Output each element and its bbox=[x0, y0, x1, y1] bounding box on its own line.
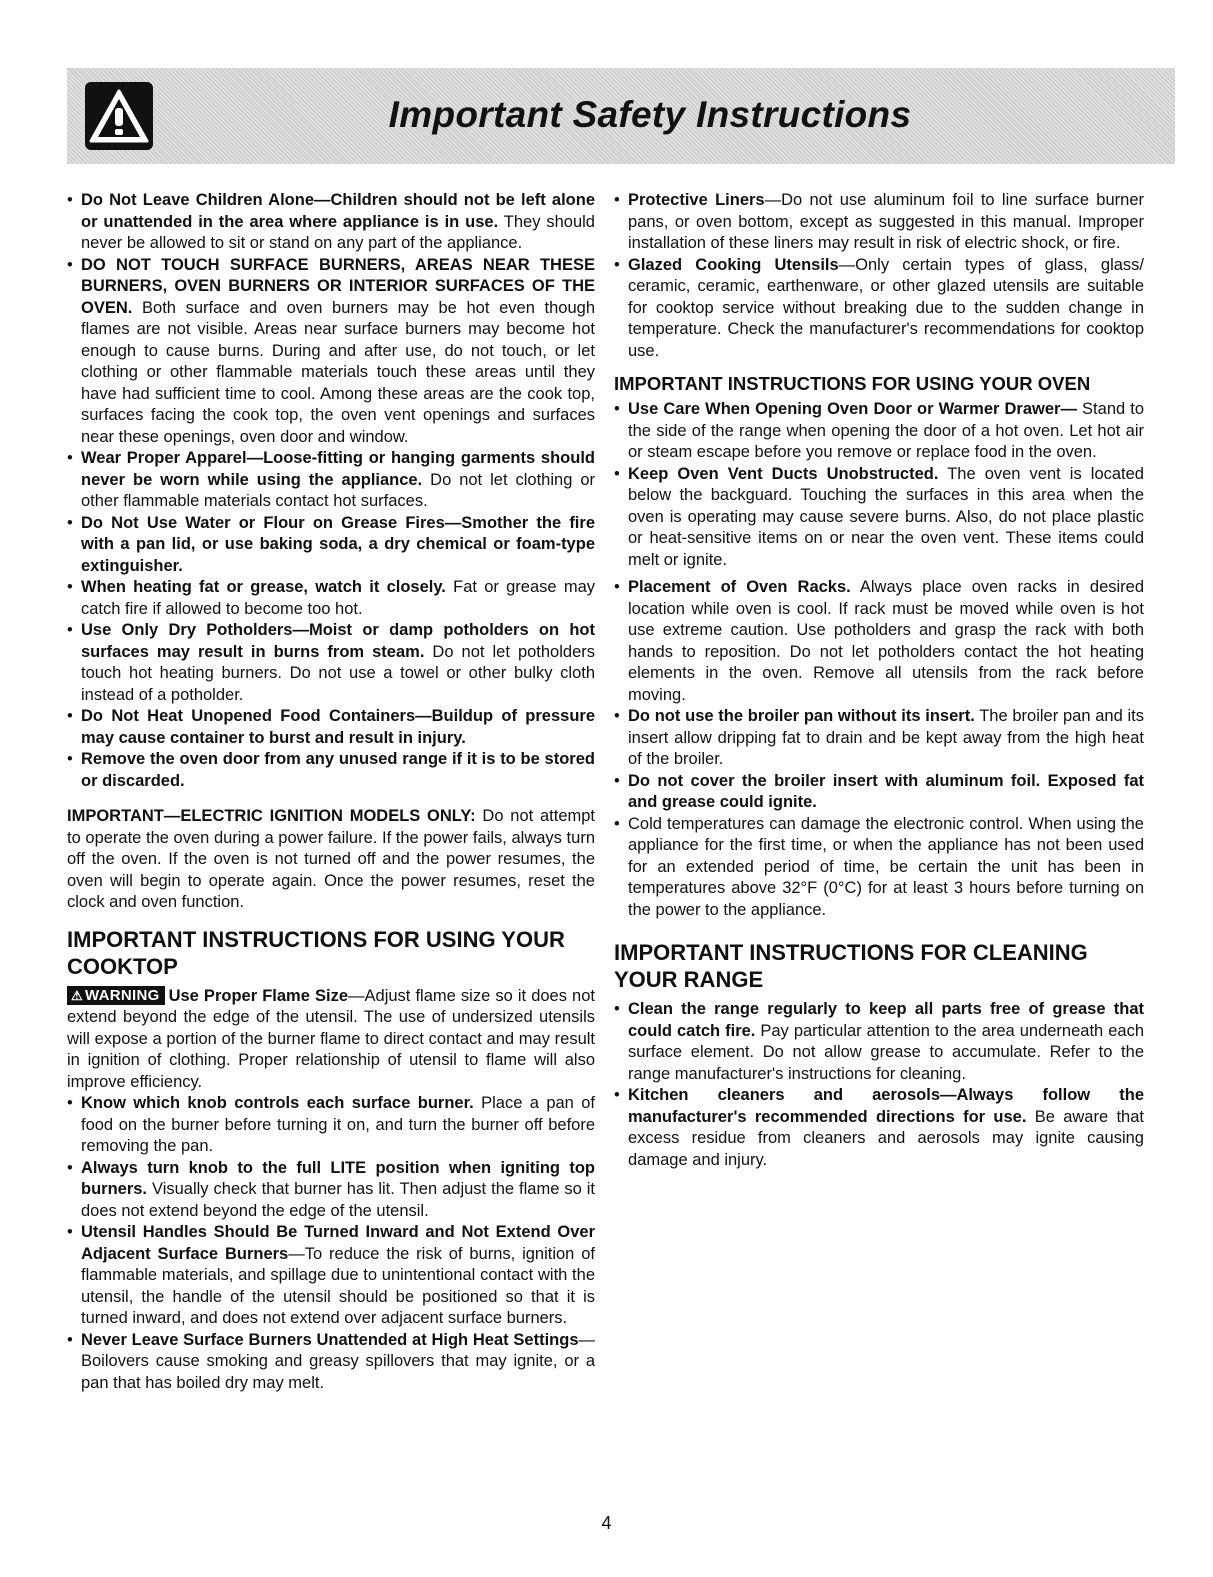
warning-triangle-icon: ⚠ bbox=[71, 987, 83, 1003]
list-item: • Remove the oven door from any unused range if it is to be stored or discarded. bbox=[67, 749, 595, 792]
warning-triangle-icon bbox=[85, 82, 153, 150]
list-item: • Glazed Cooking Utensils—Only certain types of glass, glass/ ceramic, ceramic, earthenware, or other glazed utensils are suitable for cooktop service without breaking due to the sudden change in temperature. Check the manufacturer's recommendations for cooktop use. bbox=[614, 255, 1144, 363]
list-item: • Do Not Leave Children Alone—Children should not be left alone or unattended in the area where appliance is in use. They should never be allowed to sit or stand on any part of the appliance. bbox=[67, 190, 595, 255]
list-item: • Cold temperatures can damage the electronic control. When using the appliance for the first time, or when the appliance has not been used for an extended period of time, be certain the unit has been in temperatures above 32°F (0°C) for at least 3 hours before turning on the power to the appliance. bbox=[614, 814, 1144, 922]
list-item: • Utensil Handles Should Be Turned Inward and Not Extend Over Adjacent Surface Burners—To reduce the risk of burns, ignition of flammable materials, and spillage due to unintentional contact with the utensil, the handle of the utensil should be positioned so that it is turned inward, and does not extend over adjacent surface burners. bbox=[67, 1222, 595, 1330]
list-item: • Use Care When Opening Oven Door or Warmer Drawer— Stand to the side of the range when opening the door of a hot oven. Let hot air or steam escape before you remove or replace food in the oven. bbox=[614, 399, 1144, 464]
list-item: • Do Not Use Water or Flour on Grease Fires—Smother the fire with a pan lid, or use baking soda, a dry chemical or foam-type extinguisher. bbox=[67, 513, 595, 578]
section-heading-cleaning: IMPORTANT INSTRUCTIONS FOR CLEANING YOUR RANGE bbox=[614, 940, 1088, 992]
list-item: • Do not use the broiler pan without its insert. The broiler pan and its insert allow dripping fat to drain and be kept away from the high heat of the broiler. bbox=[614, 706, 1144, 771]
warning-paragraph: ⚠ WARNING Use Proper Flame Size—Adjust flame size so it does not extend beyond the edge of the utensil. The use of undersized utensils will expose a portion of the burner flame to direct contact and may result in ignition of clothing. Proper relationship of utensil to flame will also improve efficiency. bbox=[67, 986, 595, 1091]
list-item: • Know which knob controls each surface burner. Place a pan of food on the burner before turning it on, and turn the burner off before removing the pan. bbox=[67, 1093, 595, 1158]
list-item: • Kitchen cleaners and aerosols—Always follow the manufacturer's recommended directions for use. Be aware that excess residue from cleaners and aerosols may ignite causing damage and injury. bbox=[614, 1085, 1144, 1171]
section-heading-oven: IMPORTANT INSTRUCTIONS FOR USING YOUR OVEN bbox=[614, 373, 1091, 394]
list-item: • Placement of Oven Racks. Always place oven racks in desired location while oven is cool. If rack must be moved while oven is hot use extreme caution. Use potholders and grasp the rack with both hands to reposition. Do not let potholders contact the hot heating elements in the oven. Remove all utensils from the rack before moving. bbox=[614, 577, 1144, 706]
list-item: • Use Only Dry Potholders—Moist or damp potholders on hot surfaces may result in burns from steam. Do not let potholders touch hot heating burners. Do not use a towel or other bulky cloth instead of a potholder. bbox=[67, 620, 595, 706]
list-item: • When heating fat or grease, watch it closely. Fat or grease may catch fire if allowed to become too hot. bbox=[67, 577, 595, 620]
list-item: • Wear Proper Apparel—Loose-fitting or hanging garments should never be worn while using the appliance. Do not let clothing or other flammable materials contact hot surfaces. bbox=[67, 448, 595, 513]
list-item: • Do not cover the broiler insert with aluminum foil. Exposed fat and grease could ignite. bbox=[614, 771, 1144, 814]
ignition-note: IMPORTANT—ELECTRIC IGNITION MODELS ONLY: Do not attempt to operate the oven during a power failure. If the power fails, always turn off the oven. If the oven is not turned off and the power resumes, the oven will begin to operate again. Once the power resumes, reset the clock and oven function. bbox=[67, 807, 596, 911]
left-column bbox=[67, 190, 595, 1394]
list-item: • Protective Liners—Do not use aluminum foil to line surface burner pans, or oven bottom, except as suggested in this manual. Improper installation of these liners may result in risk of electric shock, or fire. bbox=[614, 190, 1144, 255]
list-item: • DO NOT TOUCH SURFACE BURNERS, AREAS NEAR THESE BURNERS, OVEN BURNERS OR INTERIOR SURFACES OF THE OVEN. Both surface and oven burners may be hot even though flames are not visible. Areas near surface burners may become hot enough to cause burns. During and after use, do not touch, or let clothing or other flammable materials touch these areas until they have had sufficient time to cool. Among these areas are the cook top, surfaces facing the cook top, the oven vent openings and surfaces near these openings, oven door and window. bbox=[67, 255, 595, 449]
list-item: • Clean the range regularly to keep all parts free of grease that could catch fire. Pay particular attention to the area underneath each surface element. Do not allow grease to accumulate. Refer to the range manufacturer's instructions for cleaning. bbox=[614, 999, 1144, 1085]
list-item: • Keep Oven Vent Ducts Unobstructed. The oven vent is located below the backguard. Touching the surfaces in this area when the oven is operating may cause severe burns. Also, do not place plastic or heat-sensitive items on or near the oven vent. These items could melt or ignite. bbox=[614, 464, 1144, 572]
list-item: • Do Not Heat Unopened Food Containers—Buildup of pressure may cause container to burst and result in injury. bbox=[67, 706, 595, 749]
right-column bbox=[614, 190, 1144, 1171]
warning-badge: ⚠ WARNING bbox=[67, 986, 165, 1005]
section-heading-cooktop: IMPORTANT INSTRUCTIONS FOR USING YOUR COOKTOP bbox=[67, 926, 565, 979]
list-item: • Never Leave Surface Burners Unattended at High Heat Settings—Boilovers cause smoking and greasy spillovers that may ignite, or a pan that has boiled dry may melt. bbox=[67, 1330, 595, 1395]
list-item: • Always turn knob to the full LITE position when igniting top burners. Visually check that burner has lit. Then adjust the flame so it does not extend beyond the edge of the utensil. bbox=[67, 1158, 595, 1223]
page-title: Important Safety Instructions bbox=[388, 94, 912, 135]
page-number: 4 bbox=[601, 1513, 612, 1533]
